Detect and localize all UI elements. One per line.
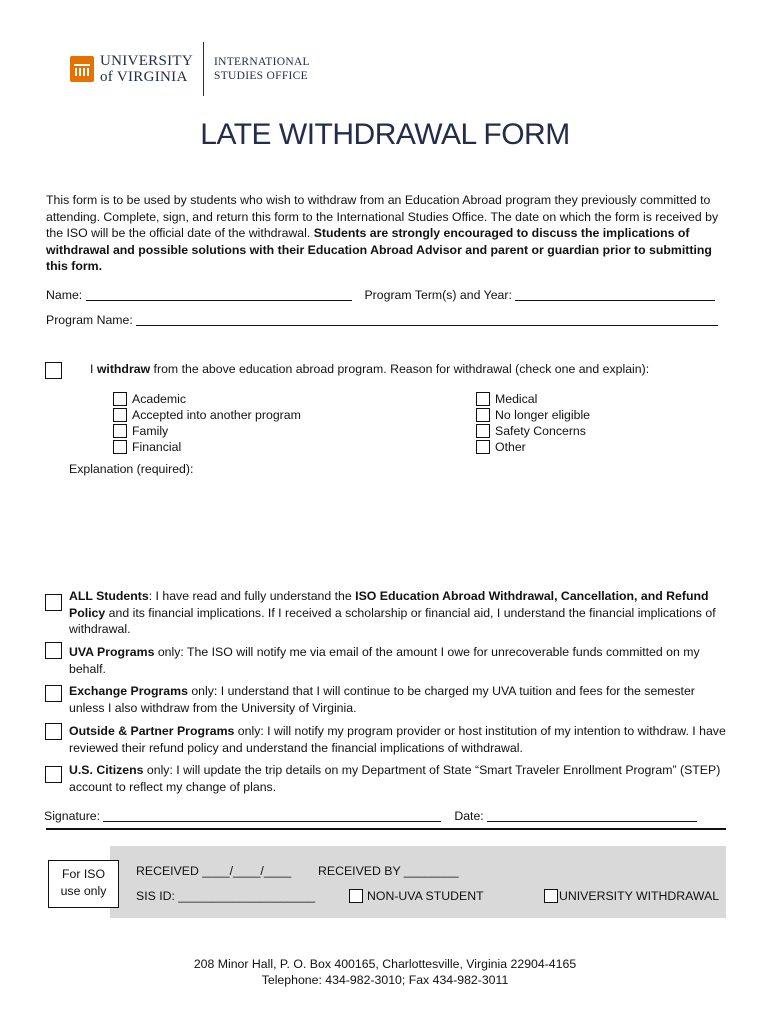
withdraw-statement: I withdraw from the above education abroad program. Reason for withdrawal (check one and explain): — [90, 362, 650, 376]
iso-use-only-label: For ISO use only — [48, 860, 119, 908]
footer-address: 208 Minor Hall, P. O. Box 400165, Charlottesville, Virginia 22904-4165 — [193, 957, 577, 971]
name-term-line — [46, 288, 715, 302]
iso-use-panel — [110, 846, 726, 918]
reason-accepted-checkbox[interactable] — [113, 408, 127, 422]
program-name-line — [46, 313, 718, 327]
university-name: UNIVERSITY of VIRGINIA — [100, 52, 193, 85]
explanation-area[interactable] — [69, 480, 725, 580]
signature-label: Signature: — [44, 809, 101, 823]
signature-line — [44, 809, 697, 823]
reason-family-checkbox[interactable] — [113, 424, 127, 438]
reason-financial-label: Financial — [132, 440, 182, 454]
rotunda-logo-icon — [70, 56, 94, 82]
header-divider — [203, 42, 204, 96]
ack-uva-programs-text: UVA Programs only: The ISO will notify me via email of the amount I owe for unrecoverable funds committed on my behalf. — [69, 645, 700, 676]
reason-medical-label: Medical — [495, 392, 538, 406]
date-label: Date: — [454, 809, 484, 823]
program-name-label: Program Name: — [46, 313, 133, 327]
date-field[interactable] — [487, 810, 697, 822]
signature-rule — [46, 828, 726, 830]
reason-academic-checkbox[interactable] — [113, 392, 127, 406]
university-withdrawal-checkbox[interactable] — [544, 889, 558, 903]
reason-medical-checkbox[interactable] — [476, 392, 490, 406]
iso-sis-id: SIS ID: ____________________ — [136, 889, 316, 903]
reason-safety-checkbox[interactable] — [476, 424, 490, 438]
non-uva-student-label: NON-UVA STUDENT — [367, 889, 484, 903]
explanation-label: Explanation (required): — [69, 462, 194, 476]
reason-not-eligible-checkbox[interactable] — [476, 408, 490, 422]
signature-field[interactable] — [103, 810, 441, 822]
reason-academic-label: Academic — [132, 392, 186, 406]
ack-exchange-checkbox[interactable] — [45, 685, 62, 702]
intro-paragraph: This form is to be used by students who wish to withdraw from an Education Abroad program they previously committed to attending. Complete, sign, and return this form to the International Studies Office. The date on which the form is received by the ISO will be the official date of the withdrawal. Students are strongly encouraged to discuss the implications of withdrawal and possible solutions with their Education Abroad Advisor and parent or guardian prior to submitting this form. — [46, 193, 719, 273]
reason-safety-label: Safety Concerns — [495, 424, 586, 438]
ack-all-students-checkbox[interactable] — [45, 594, 62, 611]
name-label: Name: — [46, 288, 83, 302]
office-name: INTERNATIONAL STUDIES OFFICE — [214, 55, 310, 82]
ack-us-citizens-text: U.S. Citizens only: I will update the trip details on my Department of State “Smart Traveler Enrollment Program” (STEP) account to reflect my change of plans. — [69, 763, 721, 794]
withdraw-checkbox[interactable] — [45, 362, 62, 379]
term-label: Program Term(s) and Year: — [364, 288, 512, 302]
iso-received-date: RECEIVED ____/____/____ — [136, 864, 292, 878]
reason-other-label: Other — [495, 440, 526, 454]
term-field[interactable] — [515, 289, 715, 301]
form-title: LATE WITHDRAWAL FORM — [200, 118, 570, 151]
iso-received-by: RECEIVED BY ________ — [318, 864, 459, 878]
reason-other-checkbox[interactable] — [476, 440, 490, 454]
reason-family-label: Family — [132, 424, 169, 438]
program-name-field[interactable] — [136, 314, 718, 326]
name-field[interactable] — [86, 289, 352, 301]
university-withdrawal-label: UNIVERSITY WITHDRAWAL — [559, 889, 720, 903]
non-uva-student-checkbox[interactable] — [349, 889, 363, 903]
footer-phone: Telephone: 434-982-3010; Fax 434-982-3011 — [261, 973, 509, 987]
ack-uva-programs-checkbox[interactable] — [45, 642, 62, 659]
reason-financial-checkbox[interactable] — [113, 440, 127, 454]
ack-outside-partner-text: Outside & Partner Programs only: I will notify my program provider or host institution of my intention to withdraw. I have reviewed their refund policy and understand the financial implications of withdrawal. — [69, 724, 726, 755]
reason-not-eligible-label: No longer eligible — [495, 408, 591, 422]
ack-exchange-text: Exchange Programs only: I understand that I will continue to be charged my UVA tuition and fees for the semester unless I also withdraw from the University of Virginia. — [69, 684, 695, 715]
ack-all-students-text: ALL Students: I have read and fully understand the ISO Education Abroad Withdrawal, Cancellation, and Refund Policy and its financial implications. If I received a scholarship or financial aid, I understand the financial implications of withdrawal. — [69, 589, 716, 636]
footer-contact — [0, 956, 770, 988]
ack-us-citizens-checkbox[interactable] — [45, 766, 62, 783]
ack-outside-partner-checkbox[interactable] — [45, 723, 62, 740]
reason-accepted-label: Accepted into another program — [132, 408, 301, 422]
letterhead — [70, 42, 310, 96]
